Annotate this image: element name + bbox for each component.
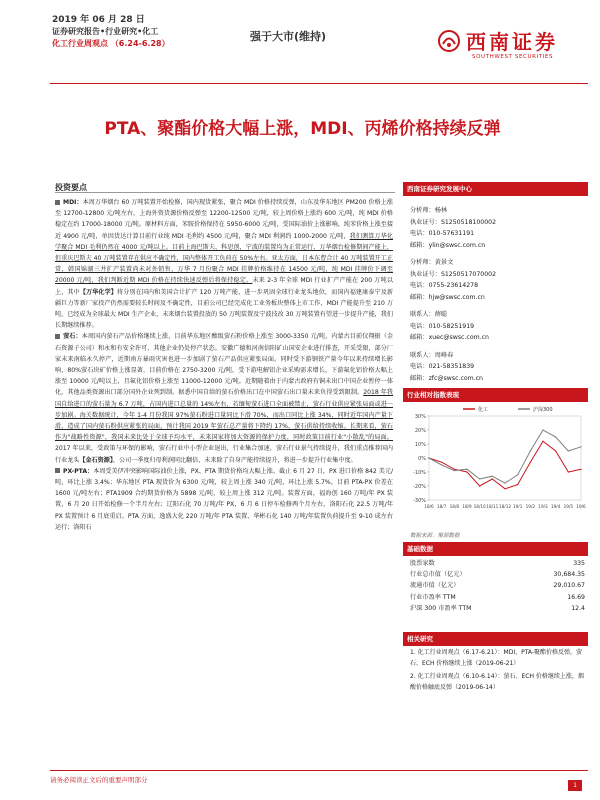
basic-data-row [410, 592, 585, 603]
y-tick-label: -20% [413, 484, 426, 490]
contact-1: 联系人：薛聪 电话：010-58251919 邮箱：xuec@swsc.com.cn [410, 311, 489, 341]
bullet-icon [55, 200, 60, 205]
basic-data-label: 流通市值（亿元） [410, 582, 460, 590]
data-point [441, 462, 442, 463]
header-divider [50, 83, 588, 84]
data-point [492, 476, 493, 477]
data-point [568, 450, 569, 451]
data-point [504, 483, 505, 484]
data-point [454, 470, 455, 471]
x-tick-label: 19/3 [538, 504, 548, 509]
data-point [542, 429, 543, 430]
basic-data-row [410, 558, 585, 569]
data-point [555, 450, 556, 451]
analyst-name: 黄景文 [434, 259, 454, 266]
x-tick-label: 18/10 [473, 504, 486, 509]
text-run: 本周万华烟台 60 万吨装置开始检修，国内现货紧张，聚合 MDI 价格持续反弹，山东及华东地区 PM200 价格上涨至 12700-12800 元/吨左右，上海外资货源价格反弹至 12200-12500 元/吨，较上周价格上涨约 600 元/吨，纯 MDI 价格稳定在约 17000-18000 元/吨。原材料方面，苯胺价格保持在 5950-6000 元/吨，受国际油价上涨影响，纯苯价格上涨至接近 4900 元/吨，单因货达计算目前行业纯 MDI 毛利约 4500 元/吨，聚合 MDI 利润约 1000-2000 元/吨， [55, 199, 394, 240]
text-run: 将分别在国内和美国合计扩产 120 万吨产能，进一步巩固全球行业龙头地位，而国内福建康泰宁及新疆巨力等新厂家投产仍然需要较长时间及不确定性，目前公司已经完成化工业务板块整体上市工作，MDI 产能提升至 210 万吨，已经成为全球最大 MDI 生产企业，未来烟台装置投放的 50 万吨装置及宁波技改 30 万吨装置有望进一步提升产能，我们长期继续推荐。 [55, 288, 394, 330]
data-point [441, 464, 442, 465]
text-run: 【金石资源】 [79, 456, 113, 464]
y-tick-label: -10% [413, 470, 426, 476]
basic-data-label: 股票家数 [410, 560, 435, 567]
x-tick-label: 18/6 [424, 504, 434, 509]
analyst-list [410, 205, 585, 384]
x-tick-label: 19/5 [563, 504, 574, 509]
analyst-email[interactable]: ylin@swsc.com.cn [428, 241, 486, 249]
analyst-2: 分析师：黄景文 执业证号：S1250517070002 电话：0755-23614278 邮箱：hjw@swsc.com.cn [410, 259, 497, 301]
basic-data-label: 行业总市值（亿元） [410, 571, 466, 579]
analyst-1: 分析师：杨林 执业证号：S1250518100002 电话：010-57631191 邮箱：ylin@swsc.com.cn [410, 207, 497, 249]
basic-data-label: 沪深 300 市盈率 TTM [410, 604, 472, 612]
contact-2: 联系人：周峰春 电话：021-58351839 邮箱：zfc@swsc.com.cn [410, 351, 483, 382]
basic-data-row [410, 580, 585, 591]
text-run: ，公司一季度归母利润同比翻倍，未来除了自身产能持续提升，将进一步提升行业集中度。 [112, 456, 357, 464]
team-title: 西南证券研究发展中心 [403, 182, 588, 196]
analyst-email[interactable]: hjw@swsc.com.cn [428, 293, 485, 301]
paragraph-px-pta [55, 466, 393, 533]
data-point [504, 488, 505, 489]
contact-email[interactable]: xuec@swsc.com.cn [428, 334, 489, 341]
footer-disclaimer: 请务必阅读正文后的重要声明部分 [50, 776, 148, 784]
y-tick-label: 0% [418, 456, 426, 462]
text-run: 本周受美伊冲突影响国际油价上涨，PX、PTA 期货价格均大幅上涨。截止 6 月 27 日，PX 进口价格 842 美元/吨，环比上涨 3.4%；华东地区 PTA 现货价为 6300 元/吨，较上周上涨 340 元/吨，环比上涨 5.7%，目前 PTA-PX 价差在 1600 元/吨左右；PTA1909 合约期货价格为 5898 元/吨，较上周上涨 312 元/吨。装置方面，福海创 160 万吨/年 PX 装置，6 月 20 日开始检修一个半月左右；辽阳石化 70 万吨/年 PX，6 月 6 日停车检修两个月左右，洛阳石化 22.5 万吨/年 PX 装置预计 6 月底重启。PTA 方面，逸盛大化 220 万吨/年 PTA 装置、华彬石化 140 万吨/年装置负荷提升至 9-10 成左右运行；洛阳石 [55, 467, 393, 531]
data-point [479, 478, 480, 479]
x-tick-label: 19/1 [512, 504, 523, 509]
data-point [530, 462, 531, 463]
related-research-title: 相关研究 [403, 632, 588, 646]
section-divider [55, 192, 395, 193]
x-tick-label: 18/11 [486, 504, 499, 509]
report-header [52, 14, 170, 50]
text-run: 【万华化学】 [79, 288, 118, 296]
contact-email[interactable]: zfc@swsc.com.cn [428, 374, 483, 382]
y-tick-label: 20% [414, 428, 426, 434]
x-tick-label: 19/2 [525, 504, 536, 509]
basic-data-value: 30,684.35 [553, 571, 585, 579]
report-type: 证券研究报告•行业研究•化工 [52, 27, 159, 36]
series-line-1 [429, 430, 581, 483]
text-run: 我们测算万华化学聚合 MDI 毛利仍然在 4000 元/吨以上。目前上海巴斯夫、科思创，宁波的装置均为正常运行，万华烟台检修期间产能上，但重庆巴斯夫 40 万吨装置存在供应不确定性，国内整体开工负荷在 50%左右。亚太方面，日本东曹合计 40 万吨装置开工正常，韩国锦湖三井扩产装置尚未对外销售，万华 7 月份聚合 MDI 挂牌价格维持在 14500 元/吨，纯 MDI 挂牌价下调至 20000 元/吨，我们判断近期 MDI 价格在持续快速反弹后将保持稳定。 [55, 232, 393, 285]
x-tick-label: 18/9 [462, 504, 472, 509]
data-point [517, 474, 518, 475]
data-point [479, 485, 480, 486]
logo-mark-icon [438, 30, 460, 52]
basic-data-value: 12.4 [571, 604, 585, 612]
x-tick-label: 18/7 [436, 504, 447, 509]
logo-text-cn: 西南证券 [466, 30, 558, 54]
basic-data-value: 16.69 [567, 593, 585, 601]
legend-label: 化工 [478, 407, 489, 413]
bullet-icon [55, 334, 60, 339]
x-tick-label: 19/6 [576, 504, 586, 509]
data-point [568, 471, 569, 472]
chart-section-title: 行业相对指数表现 [403, 388, 588, 402]
chart-source: 数据来源：聚源数据 [410, 533, 460, 539]
bullet-icon [55, 468, 60, 473]
relative-index-chart [403, 402, 588, 522]
related-research-item[interactable]: 1. 化工行业周观点（6.17-6.21）：MDI、PTA-聚酯价格反弹，萤石、ECH 价格继续上涨（2019-06-21） [410, 649, 583, 667]
related-research-list [410, 648, 585, 696]
data-point [530, 450, 531, 451]
y-tick-label: 10% [414, 442, 426, 448]
text-run: MDI： [63, 199, 83, 206]
legend-label: 沪深300 [533, 407, 553, 413]
basic-data-value: 335 [573, 560, 585, 567]
company-logo [438, 26, 588, 76]
text-run: 2018 年我国自给进口的萤石量为 6.7 万吨，占国内进口总量的 14%左右，若缅甸萤石进口全面被禁止，萤石行业供应紧张局面或进一步加剧。海关数据统计，今年 1-4 月份我国 97%萤石粉进口量同比下滑 70%，而出口同比上涨 34%，同时近年国内产量下滑，造成了国内萤石粉供应紧张的局面，预计我国 2019 年萤石总产量将下降约 17%，萤石供给持续收缩。长期来看，萤石作为"战略性资源"，我国未来比处于全球予均水平，未来国家将加大资源的保护力度，同时政策目前行业"小散乱"的局面。 [55, 389, 393, 442]
paragraph-mdi [55, 197, 393, 331]
rating-label: 强于大市(维持) [250, 30, 327, 43]
weekly-title: 化工行业周观点 （6.24-6.28） [52, 39, 170, 48]
x-tick-label: 18/12 [498, 504, 512, 509]
data-point [542, 441, 543, 442]
footer-divider [50, 770, 588, 771]
text-run: 本周国内萤石产品价格继续上涨，目前华东地区酸级萤石粉价格上涨至 3000-3350 元/吨，内蒙古目前仅翔振（金石资源子公司）和永和有安全许可，其他企业仍处停产状态。安徽广德和河南信阳矿山国安企业进行排查，开采受限，部分厂家未来南临永久停产，近期南方暴雨灾害也进一步加剧了萤石产品供应紧张局面。同时受下游钢铁产量今年以来持续增长影响，80%萤石块矿价格上涨显著，目前价格在 2750-3200 元/吨，受下游电解铝企业采购需求增长，下游氟化铝价格大幅上涨至 10000 元/吨以上，且氟化铝价格上涨至 11000-12000 元/吨。近期随着由于内蒙古政府有铜未出口中国企业暂停一体化，其他品类资源出口部分国外企业列到制。据悉中国自给的萤石价格出口在中国萤石出口量未来负得受到限制。 [55, 333, 393, 397]
x-tick-label: 19/4 [550, 504, 561, 509]
analyst-name: 杨林 [434, 207, 448, 214]
basic-data-title: 基础数据 [403, 542, 588, 556]
main-body [55, 197, 393, 533]
basic-data-table [410, 558, 585, 614]
series-line-0 [429, 441, 581, 489]
x-tick-label: 18/8 [449, 504, 460, 509]
data-point [466, 469, 467, 470]
y-tick-label: -30% [413, 498, 426, 504]
page-title: PTA、聚酯价格大幅上涨，MDI、丙烯价格持续反弹 [104, 119, 501, 139]
data-point [517, 484, 518, 485]
text-run: PX-PTA： [63, 467, 94, 475]
data-point [454, 469, 455, 470]
plot-frame [429, 416, 581, 500]
data-point [555, 436, 556, 437]
logo-text-en: SOUTHWEST SECURITIES [472, 54, 554, 60]
related-research-item[interactable]: 2. 化工行业周观点（6.10-6.14）：萤石、ECH 价格继续上涨，烟酸价格触底反弹（2019-06-14） [410, 673, 584, 691]
y-tick-label: 30% [414, 414, 426, 420]
page-number: 1 [568, 780, 582, 791]
basic-data-value: 29,010.67 [553, 582, 585, 590]
data-point [580, 469, 581, 470]
data-point [428, 457, 429, 458]
report-date: 2019 年 06 月 28 日 [52, 15, 145, 25]
basic-data-label: 行业市盈率 TTM [410, 593, 456, 601]
data-point [580, 446, 581, 447]
basic-data-row [410, 603, 585, 614]
section-title: 投资要点 [55, 183, 87, 192]
text-run: 2017 年以来，受政策与环保的影响，萤石行业中小型企业退出，行业集合加速，萤石行业景气持续提升，我们重点推荐国内行业龙头 [55, 445, 393, 464]
data-point [466, 471, 467, 472]
basic-data-row [410, 569, 585, 580]
text-run: 未来 2-3 年全球 MDI 行业扩产产能在 200 万吨以上，其中 [55, 277, 393, 296]
data-point [492, 478, 493, 479]
text-run: 萤石： [63, 333, 82, 341]
paragraph-fluorite [55, 331, 393, 465]
